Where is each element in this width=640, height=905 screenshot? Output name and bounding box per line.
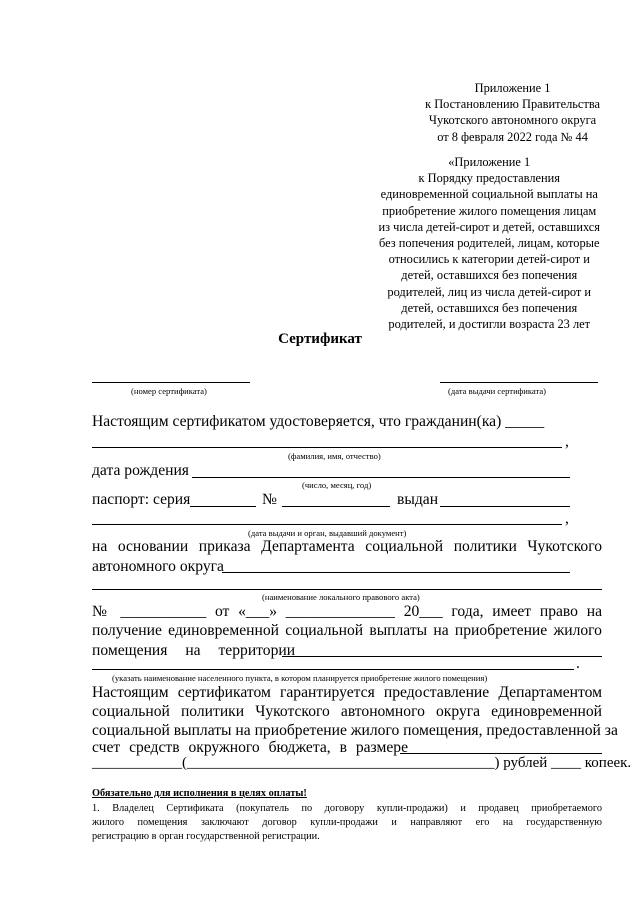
appendix-block-1 — [425, 80, 600, 145]
passport-series-label: паспорт: серия — [92, 491, 191, 508]
basis-line — [92, 538, 602, 556]
word: 20___ — [403, 603, 443, 620]
word: ______________ — [285, 603, 395, 620]
district-line — [222, 572, 570, 573]
cert-number-line — [92, 382, 250, 383]
footer-line: жилого помещения заключают договор купли-продажи и направляют его на государственную — [92, 817, 602, 828]
territory-line — [282, 656, 602, 657]
word: Чукотского — [527, 538, 603, 555]
appendix-line: относились к категории детей-сирот и — [388, 252, 590, 267]
act-line — [92, 589, 602, 590]
word: Департамента — [261, 538, 355, 555]
guarantee-line: Настоящим сертификатом гарантируется предоставление Департаментом — [92, 684, 602, 701]
word: приказа — [198, 538, 251, 555]
appendix-block-2 — [378, 154, 600, 332]
appendix-line: к Постановлению Правительства — [425, 97, 600, 112]
word: года, — [451, 603, 484, 620]
word: приобретение — [454, 622, 548, 639]
order-line — [92, 603, 602, 621]
word: на — [586, 603, 602, 620]
guarantee-line: социальной политики Чукотского автономного округа единовременной — [92, 703, 602, 720]
word: «___» — [238, 603, 278, 620]
word: получение — [92, 622, 162, 639]
appendix-line: детей, оставшихся без попечения — [401, 300, 578, 315]
footer-line: регистрацию в орган государственной регистрации. — [92, 831, 320, 842]
word: от — [214, 603, 230, 620]
word: выплаты — [369, 622, 428, 639]
appendix-line: без попечения родителей, лицам, которые — [379, 236, 600, 251]
certify-text: Настоящим сертификатом удостоверяется, что гражданин(ка) _____ — [92, 413, 545, 430]
receipt-line — [92, 622, 602, 640]
issue-date-line — [440, 382, 598, 383]
appendix-line: родителей, лиц из числа детей-сирот и — [387, 284, 592, 299]
word: № ___________ — [92, 603, 207, 620]
passport-series-line — [190, 506, 256, 507]
settlement-line — [92, 669, 574, 670]
premises-label: помещения на территории — [92, 642, 296, 659]
word: имеет — [492, 603, 532, 620]
district-label: автономного округа — [92, 558, 224, 575]
appendix-line: из числа детей-сирот и детей, оставшихся — [378, 219, 600, 234]
settlement-label: (указать наименование населенного пункта, в котором планируется приобретение жилого помещения) — [112, 673, 488, 683]
issue-date-label: (дата выдачи сертификата) — [448, 386, 547, 396]
dob-label: дата рождения — [92, 462, 189, 479]
fio-label: (фамилия, имя, отчество) — [288, 451, 381, 461]
appendix-line: единовременной социальной выплаты на — [380, 187, 598, 202]
appendix-line: Чукотского автономного округа — [428, 113, 597, 128]
comma: , — [565, 510, 569, 527]
appendix-line: родителей, и достигли возраста 23 лет — [388, 317, 591, 332]
passport-number-line — [282, 506, 390, 507]
footer-line: 1. Владелец Сертификата (покупатель по договору купли-продажи) и продавец приобретаемого — [92, 803, 602, 814]
document-title: Сертификат — [278, 331, 362, 347]
word: основании — [117, 538, 189, 555]
appendix-line: «Приложение 1 — [448, 155, 531, 169]
period: . — [576, 655, 580, 672]
word: на — [433, 622, 449, 639]
appendix-line: от 8 февраля 2022 года № 44 — [437, 129, 588, 144]
appendix-line: детей, оставшихся без попечения — [401, 268, 578, 283]
word: социальной — [365, 538, 444, 555]
amount-words-line: ____________(_________________________________________) рублей ____ копеек. — [92, 755, 632, 771]
issued-label: выдан — [397, 491, 439, 508]
appendix-line: Приложение 1 — [474, 81, 551, 95]
cert-number-label: (номер сертификата) — [131, 386, 207, 396]
amount-prefix: счет средств окружного бюджета, в размере — [92, 739, 408, 756]
doc-issue-line — [92, 524, 562, 525]
passport-number-label: № — [262, 491, 277, 508]
appendix-line: приобретение жилого помещения лицам — [382, 203, 597, 218]
comma: , — [565, 433, 569, 450]
dmy-label: (число, месяц, год) — [302, 480, 372, 490]
word: жилого — [553, 622, 602, 639]
word: социальной — [285, 622, 364, 639]
footer-heading: Обязательно для исполнения в целях оплаты! — [92, 788, 307, 799]
fio-line — [92, 447, 562, 448]
issued-line — [440, 506, 570, 507]
guarantee-line: социальной выплаты на приобретение жилого помещения, предоставленной за — [92, 722, 618, 739]
word: право — [539, 603, 578, 620]
word: политики — [453, 538, 517, 555]
word: единовременной — [168, 622, 279, 639]
word: на — [92, 538, 108, 555]
dob-line — [192, 477, 570, 478]
appendix-line: к Порядку предоставления — [418, 171, 560, 186]
doc-issue-label: (дата выдачи и орган, выдавший документ) — [248, 528, 407, 538]
act-label: (наименование локального правового акта) — [262, 592, 420, 602]
